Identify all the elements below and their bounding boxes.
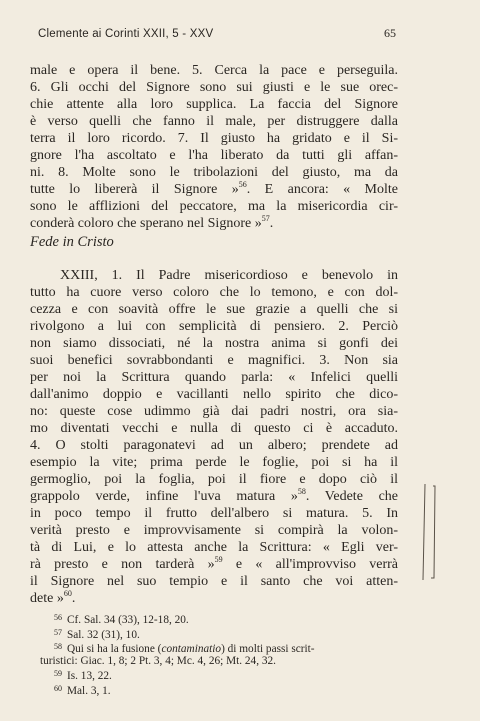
footnote-number: 56 <box>54 613 62 622</box>
footnote-ref-59: 59 <box>214 555 223 564</box>
footnote-ref-57: 57 <box>261 214 270 223</box>
text-line: 4. O stolti paragonatevi ad un albero; prendete ad <box>30 438 398 453</box>
text-run: tutte lo libererà il Signore » <box>30 182 239 197</box>
footnote-60 <box>54 683 394 698</box>
footnotes <box>40 612 394 697</box>
footnote-56 <box>54 612 394 627</box>
paragraph-psalm-quote <box>30 62 398 232</box>
text-line: per noi la Scrittura quando parla: « Infelici quelli <box>30 370 398 385</box>
text-run: . Vedete che <box>305 489 399 504</box>
footnote-ref-56: 56 <box>238 180 247 189</box>
text-line <box>30 556 398 573</box>
footnote-italic-term: contaminatio <box>161 643 222 656</box>
section-title: Fede in Cristo <box>30 234 114 250</box>
text-line: cezza e con soavità offre le sue grazie a quelli che si <box>30 302 398 317</box>
text-line: in poco tempo il frutto dell'albero si matura. 5. In <box>30 506 398 521</box>
text-line: esempio la vite; prima perde le foglie, poi si ha il <box>30 455 398 470</box>
text-line: terra il loro ricordo. 7. Il giusto ha gridato e il Si- <box>30 131 398 146</box>
text-line <box>30 215 398 232</box>
footnote-number: 59 <box>54 668 62 678</box>
footnote-number: 57 <box>54 627 62 637</box>
text-line: rivolgono a lui con semplicità di pensiero. 2. Perciò <box>30 319 398 334</box>
text-line: sono le afflizioni del peccatore, ma la misericordia cir- <box>30 199 398 214</box>
text-line <box>30 590 398 607</box>
running-head: Clemente ai Corinti XXII, 5 - XXV <box>38 28 214 40</box>
footnote-text: Is. 13, 22. <box>67 669 112 682</box>
page-header <box>38 26 396 41</box>
text-run: conderà coloro che sperano nel Signore » <box>30 216 262 231</box>
text-line: non siamo dissociati, né la nostra anima si gonfi dei <box>30 336 398 351</box>
text-line: XXIII, 1. Il Padre misericordioso e benevolo in <box>60 268 398 283</box>
text-run: . <box>269 216 274 231</box>
page-number: 65 <box>384 26 396 40</box>
text-line: chie attente alla loro supplica. La faccia del Signore <box>30 97 398 112</box>
text-line: no: queste cose udimmo già dai padri nostri, ora sia- <box>30 404 398 419</box>
text-line: è verso quelli che fanno il male, per distruggere dalla <box>30 114 398 129</box>
footnote-57 <box>54 627 394 642</box>
text-run: rà presto e non tarderà » <box>30 557 215 572</box>
footnote-text: ) di molti passi scrit- <box>221 643 315 656</box>
text-line <box>30 488 398 505</box>
text-line: il Signore nel suo tempio e il santo che voi atten- <box>30 574 398 589</box>
footnote-text: Mal. 3, 1. <box>67 684 111 697</box>
footnote-text: Qui si ha la fusione ( <box>67 643 162 656</box>
footnote-58-continuation: turistici: Giac. 1, 8; 2 Pt. 3, 4; Mc. 4, 26; Mt. 24, 32. <box>40 655 276 668</box>
text-line: dall'animo doppio e vacillanti nello spirito che dico- <box>30 387 398 402</box>
text-run: . E ancora: « Molte <box>246 182 399 197</box>
footnote-ref-58: 58 <box>297 487 306 496</box>
footnote-text: Sal. 32 (31), 10. <box>67 628 140 641</box>
text-line: mo diventati vecchi e nulla di questo ci è accaduto. <box>30 421 398 436</box>
text-line: male e opera il bene. 5. Cerca la pace e perseguila. <box>30 63 398 78</box>
text-line: tutto ha cuore verso coloro che lo temono, e con dol- <box>30 285 398 300</box>
text-line <box>30 181 398 198</box>
footnote-58 <box>54 641 394 656</box>
text-run: dete » <box>30 591 64 606</box>
text-line: 6. Gli occhi del Signore sono sui giusti e le sue orec- <box>30 80 398 95</box>
text-line: tà di Lui, e lo attesta anche la Scrittura: « Egli ver- <box>30 540 398 555</box>
text-line: germoglio, poi la foglia, poi il fiore e dopo ciò il <box>30 472 398 487</box>
text-line: ni. 8. Molte sono le tribolazioni del giusto, ma da <box>30 165 398 180</box>
footnote-ref-60: 60 <box>63 589 72 598</box>
text-run: . <box>71 591 76 606</box>
footnote-text: Cf. Sal. 34 (33), 12-18, 20. <box>67 614 189 626</box>
text-line: verità presto e improvvisamente si compirà la volon- <box>30 523 398 538</box>
footnote-number: 58 <box>54 642 62 652</box>
text-run: e « all'improvviso verrà <box>222 557 398 572</box>
handwritten-bracket-mark <box>419 482 439 582</box>
text-run: grappolo verde, infine l'uva matura » <box>30 489 298 504</box>
text-line: suoi benefici sovrabbondanti e magnifici. 3. Non sia <box>30 353 398 368</box>
footnote-59 <box>54 668 394 683</box>
text-line: gnore l'ha ascoltato e l'ha liberato da tutti gli affan- <box>30 148 398 163</box>
footnote-number: 60 <box>54 683 62 693</box>
paragraph-chapter-xxiii <box>30 267 398 607</box>
